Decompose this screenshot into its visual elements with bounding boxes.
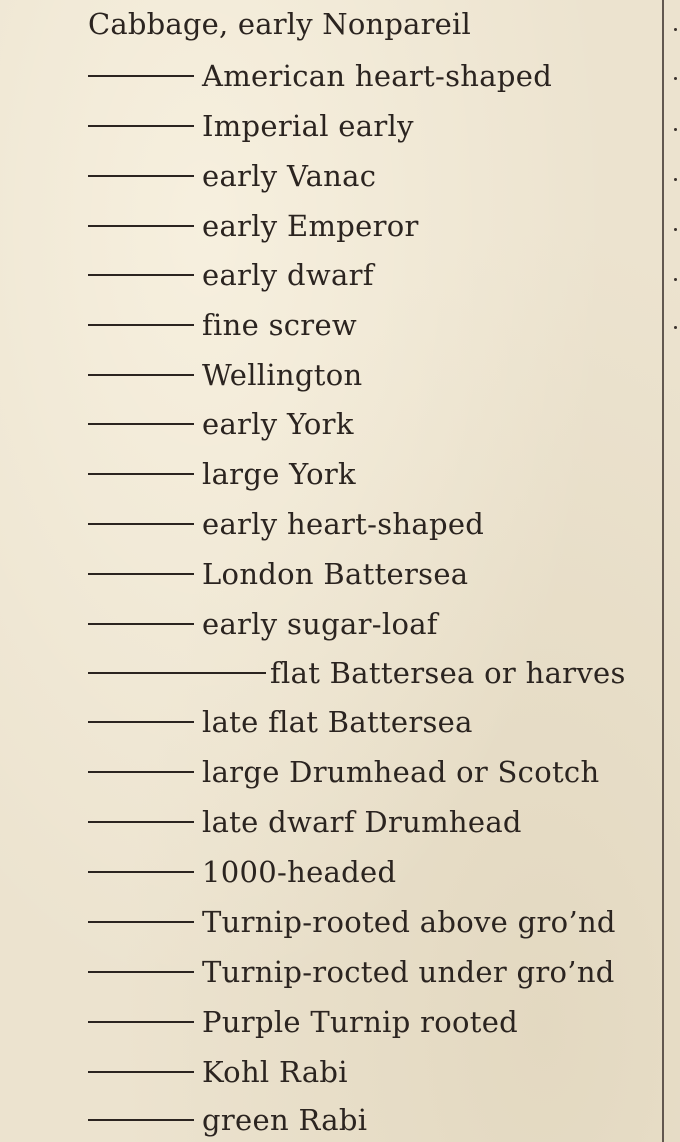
edge-mark — [674, 77, 677, 80]
ditto-dash — [88, 672, 266, 674]
list-item — [88, 502, 484, 546]
list-item — [88, 950, 615, 994]
ditto-dash — [88, 1119, 194, 1121]
list-heading: Cabbage, early Nonpareil — [88, 7, 471, 41]
ditto-dash — [88, 871, 194, 873]
ditto-dash — [88, 971, 194, 973]
variety-label: Kohl Rabi — [202, 1055, 348, 1089]
ditto-dash — [88, 523, 194, 525]
list-item — [88, 253, 374, 297]
ditto-dash — [88, 1071, 194, 1073]
list-item — [88, 204, 419, 248]
variety-label: Turnip-rooted above gro’nd — [202, 905, 616, 939]
variety-label: Wellington — [202, 358, 363, 392]
ditto-dash — [88, 175, 194, 177]
ditto-dash — [88, 324, 194, 326]
variety-label: early sugar-loaf — [202, 607, 438, 641]
edge-mark — [674, 228, 677, 231]
list-item — [88, 154, 376, 198]
ditto-dash — [88, 771, 194, 773]
list-item — [88, 452, 356, 496]
variety-label: early heart-shaped — [202, 507, 485, 541]
list-item — [88, 54, 552, 98]
variety-label: early dwarf — [202, 258, 374, 292]
variety-label: green Rabi — [202, 1103, 368, 1137]
ditto-dash — [88, 225, 194, 227]
list-item — [88, 651, 626, 695]
variety-label: early York — [202, 407, 354, 441]
variety-label: flat Battersea or harves — [270, 656, 626, 690]
edge-mark — [674, 326, 677, 329]
list-item — [88, 552, 468, 596]
ditto-dash — [88, 274, 194, 276]
list-item — [88, 900, 616, 944]
variety-label: London Battersea — [202, 557, 469, 591]
list-item — [88, 303, 357, 347]
list-item — [88, 750, 599, 794]
ditto-dash — [88, 75, 194, 77]
list-item — [88, 1098, 367, 1142]
variety-label: American heart-shaped — [202, 59, 553, 93]
edge-mark — [674, 128, 677, 131]
edge-mark — [674, 278, 677, 281]
list-item — [88, 104, 414, 148]
list-item — [88, 602, 438, 646]
edge-mark — [674, 178, 677, 181]
list-item — [88, 800, 522, 844]
ditto-dash — [88, 921, 194, 923]
variety-label: Imperial early — [202, 109, 414, 143]
variety-label: early Vanac — [202, 159, 377, 193]
ditto-dash — [88, 125, 194, 127]
variety-label: fine screw — [202, 308, 358, 342]
variety-label: late dwarf Drumhead — [202, 805, 522, 839]
ditto-dash — [88, 573, 194, 575]
column-rule — [662, 0, 664, 1142]
variety-label: 1000-headed — [202, 855, 397, 889]
list-item — [88, 850, 396, 894]
edge-mark — [674, 28, 677, 31]
variety-label: late flat Battersea — [202, 705, 473, 739]
ditto-dash — [88, 623, 194, 625]
ditto-dash — [88, 821, 194, 823]
ditto-dash — [88, 473, 194, 475]
list-item — [88, 402, 354, 446]
variety-label: large York — [202, 457, 356, 491]
list-item — [88, 1000, 518, 1044]
ditto-dash — [88, 1021, 194, 1023]
variety-label: large Drumhead or Scotch — [202, 755, 600, 789]
ditto-dash — [88, 423, 194, 425]
ditto-dash — [88, 721, 194, 723]
column-edge-marks — [672, 0, 680, 1142]
variety-label: Purple Turnip rooted — [202, 1005, 519, 1039]
ditto-dash — [88, 374, 194, 376]
list-item — [88, 353, 362, 397]
variety-label: early Emperor — [202, 209, 419, 243]
variety-label: Turnip-rocted under gro’nd — [202, 955, 615, 989]
list-item — [88, 700, 473, 744]
list-item — [88, 1050, 348, 1094]
